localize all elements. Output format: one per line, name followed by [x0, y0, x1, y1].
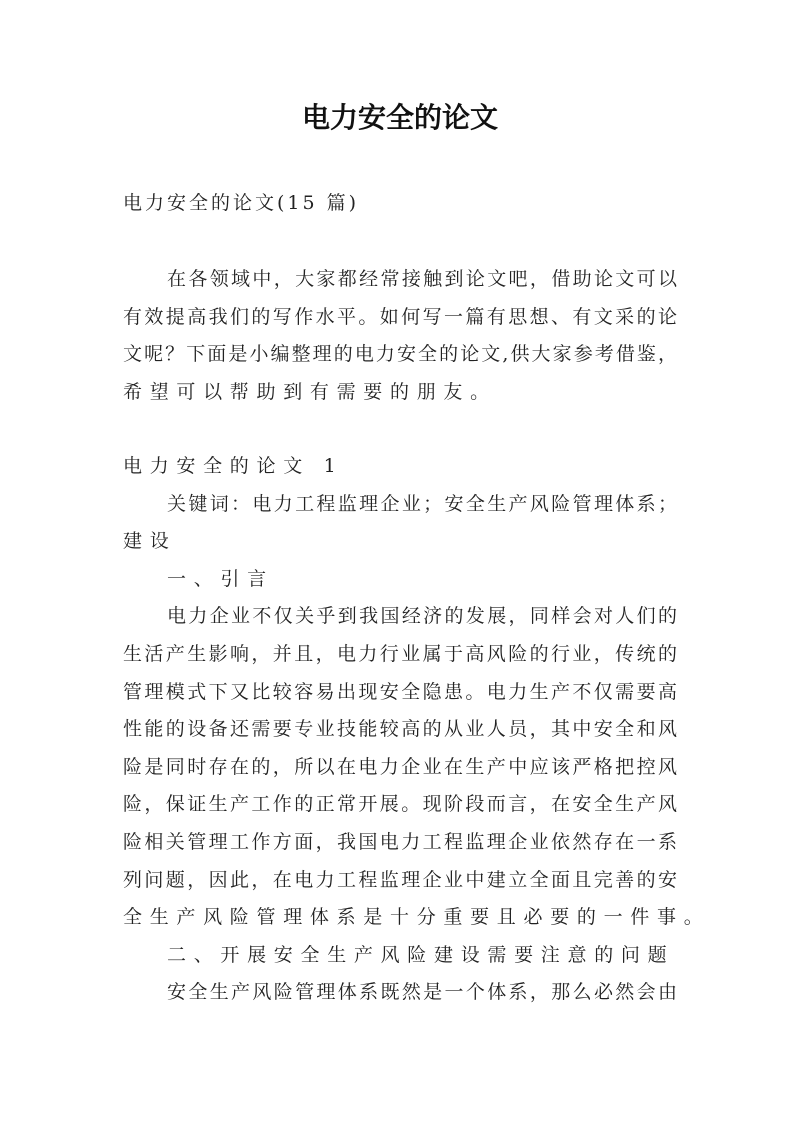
text-line: 建设	[123, 530, 177, 553]
document-subtitle: 电力安全的论文(15 篇)	[123, 192, 360, 214]
text-line: 在各领域中，大家都经常接触到论文吧，借助论文可以	[167, 268, 677, 290]
text-line: 关键词：电力工程监理企业；安全生产风险管理体系；	[167, 492, 677, 515]
text-line: 一、引言	[167, 567, 274, 590]
text-line: 列问题，因此，在电力工程监理企业中建立全面且完善的安	[123, 868, 677, 891]
text-line: 希望可以帮助到有需要的朋友。	[123, 380, 497, 403]
text-line: 险，保证生产工作的正常开展。现阶段而言，在安全生产风	[123, 793, 677, 816]
text-line: 全生产风险管理体系是十分重要且必要的一件事。	[123, 906, 711, 929]
document-title: 电力安全的论文	[301, 101, 498, 134]
text-line: 险是同时存在的，所以在电力企业在生产中应该严格把控风	[123, 755, 677, 778]
text-line: 安全生产风险管理体系既然是一个体系，那么必然会由	[167, 981, 677, 1004]
article-body	[123, 448, 711, 1012]
text-line: 二、开展安全生产风险建设需要注意的问题	[167, 943, 675, 966]
text-line: 文呢？下面是小编整理的电力安全的论文,供大家参考借鉴，	[123, 343, 677, 366]
intro-paragraph	[123, 261, 677, 411]
text-line: 有效提高我们的写作水平。如何写一篇有思想、有文采的论	[123, 305, 677, 328]
text-line: 电力企业不仅关乎到我国经济的发展，同样会对人们的	[167, 605, 677, 628]
text-line: 电力安全的论文 1	[123, 455, 344, 477]
text-line: 险相关管理工作方面，我国电力工程监理企业依然存在一系	[123, 830, 677, 853]
text-line: 生活产生影响，并且，电力行业属于高风险的行业，传统的	[123, 642, 677, 665]
text-line: 性能的设备还需要专业技能较高的从业人员，其中安全和风	[123, 718, 677, 741]
text-line: 管理模式下又比较容易出现安全隐患。电力生产不仅需要高	[123, 680, 677, 703]
